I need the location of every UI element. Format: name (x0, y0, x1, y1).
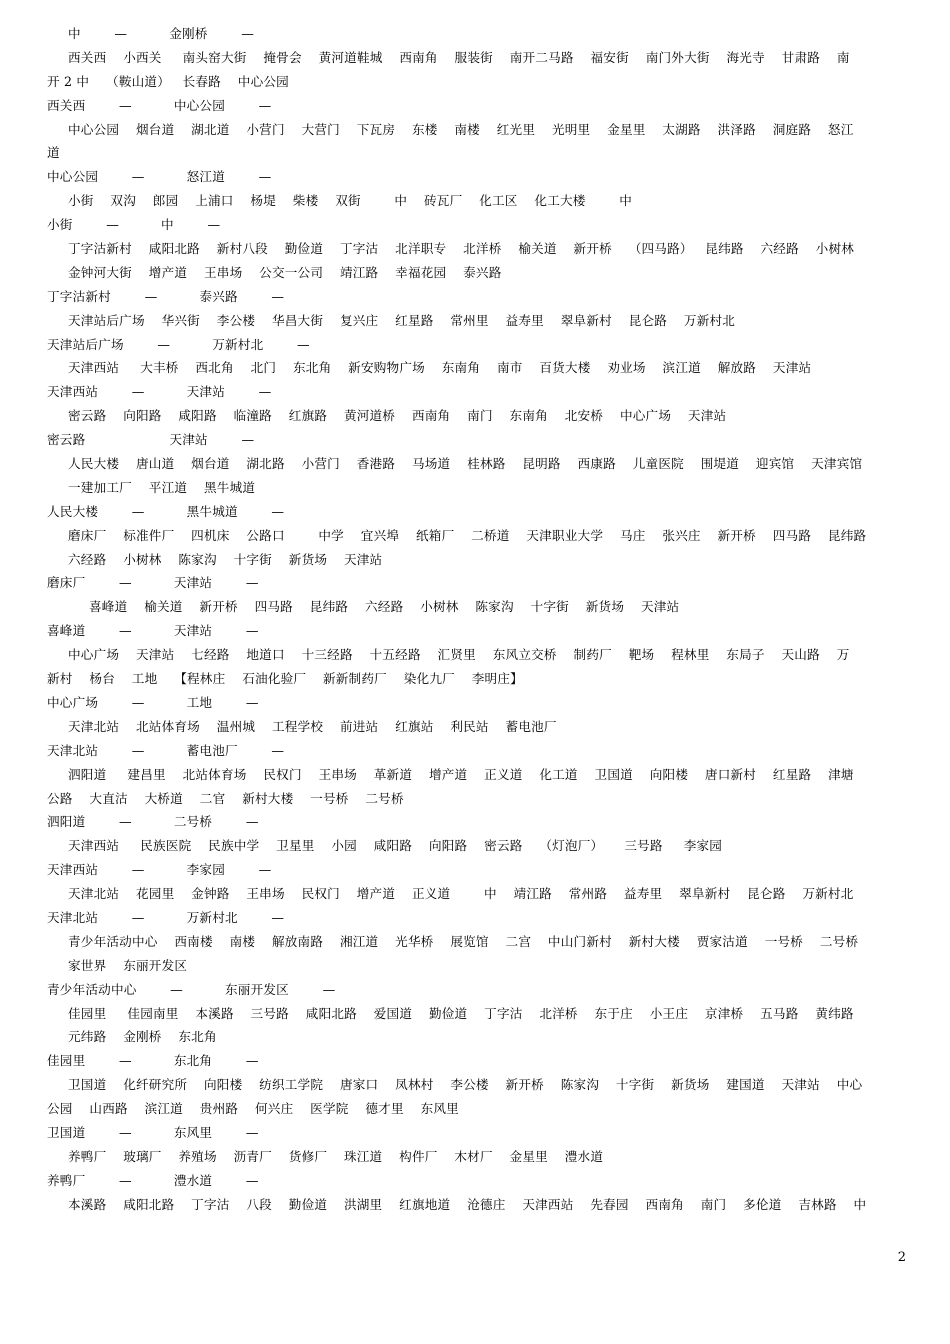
text-line: 天津西站 — 李家园 — (47, 862, 272, 878)
text-line: 卫国道 化纤研究所 向阳楼 纺织工学院 唐家口 凤林村 李公楼 新开桥 陈家沟 十字街 新货场 建国道 天津站 中心 (68, 1077, 863, 1093)
text-line: 天津北站 — 蓄电池厂 — (47, 742, 285, 758)
text-line: 人民大楼 唐山道 烟台道 湖北路 小营门 香港路 马场道 桂林路 昆明路 西康路 儿童医院 围堤道 迎宾馆 天津宾馆 (68, 456, 863, 472)
text-line: 青少年活动中心 — 东丽开发区 — (47, 981, 336, 997)
text-line: 天津西站 民族医院 民族中学 卫星里 小园 咸阳路 向阳路 密云路 （灯泡厂） 三号路 李家园 (68, 838, 723, 854)
page-number: 2 (897, 1250, 906, 1265)
text-line: 西关西 小西关 南头窑大街 掩骨会 黄河道鞋城 西南角 服装街 南开二马路 福安街 南门外大街 海光寺 甘肃路 南 (68, 49, 850, 65)
text-line: 密云路 天津站 — (47, 432, 255, 448)
text-line: 元纬路 金刚桥 东北角 (68, 1029, 217, 1045)
text-line: 天津站后广场 华兴街 李公楼 华昌大街 复兴庄 红星路 常州里 益寿里 翠阜新村 昆仑路 万新村北 (68, 312, 736, 328)
text-line: 一建加工厂 平江道 黑牛城道 (68, 479, 256, 495)
text-line: 西关西 — 中心公园 — (47, 97, 272, 113)
text-line: 本溪路 咸阳北路 丁字沽 八段 勤俭道 洪湖里 红旗地道 沧德庄 天津西站 先春园 西南角 南门 多伦道 吉林路 中 (68, 1196, 867, 1212)
text-line: 中心公园 烟台道 湖北道 小营门 大营门 下瓦房 东楼 南楼 红光里 光明里 金星里 太湖路 洪泽路 洞庭路 怒江 (68, 121, 854, 137)
text-line: 卫国道 — 东风里 — (47, 1124, 259, 1140)
text-line: 磨床厂 标准件厂 四机床 公路口 中学 宜兴埠 纸箱厂 二桥道 天津职业大学 马庄 张兴庄 新开桥 四马路 昆纬路 (68, 527, 867, 543)
text-line: 养鸭厂 — 澧水道 — (47, 1172, 259, 1188)
text-line: 公园 山西路 滨江道 贵州路 何兴庄 医学院 德才里 东风里 (47, 1101, 459, 1117)
text-line: 新村 杨台 工地 【程林庄 石油化验厂 新新制药厂 染化九厂 李明庄】 (47, 671, 523, 687)
text-line: 中心广场 — 工地 — (47, 694, 259, 710)
text-line: 天津站后广场 — 万新村北 — (47, 336, 310, 352)
text-line: 天津西站 大丰桥 西北角 北门 东北角 新安购物广场 东南角 南市 百货大楼 劝业场 滨江道 解放路 天津站 (68, 360, 812, 376)
text-line: 天津西站 — 天津站 — (47, 384, 272, 400)
text-line: 中心公园 — 怒江道 — (47, 169, 272, 185)
text-line: 天津北站 — 万新村北 — (47, 909, 285, 925)
text-line: 泗阳道 建昌里 北站体育场 民权门 王串场 革新道 增产道 正义道 化工道 卫国道 向阳楼 唐口新村 红星路 津塘 (68, 766, 854, 782)
text-line: 小街 双沟 郎园 上浦口 杨堤 柴楼 双街 中 砖瓦厂 化工区 化工大楼 中 (68, 193, 632, 209)
text-line: 金钟河大街 增产道 王串场 公交一公司 靖江路 幸福花园 泰兴路 (68, 264, 502, 280)
text-line: 青少年活动中心 西南楼 南楼 解放南路 湘江道 光华桥 展览馆 二宫 中山门新村 新村大楼 贾家沽道 一号桥 二号桥 (68, 933, 859, 949)
text-line: 公路 大直沽 大桥道 二官 新村大楼 一号桥 二号桥 (47, 790, 404, 806)
text-line: 人民大楼 — 黑牛城道 — (47, 503, 285, 519)
text-line: 磨床厂 — 天津站 — (47, 575, 259, 591)
text-line: 养鸭厂 玻璃厂 养殖场 沥青厂 货修厂 珠江道 构件厂 木材厂 金星里 澧水道 (68, 1148, 604, 1164)
text-line: 佳园里 佳园南里 本溪路 三号路 咸阳北路 爱国道 勤俭道 丁字沽 北洋桥 东于庄 小王庄 京津桥 五马路 黄纬路 (68, 1005, 854, 1021)
text-line: 天津北站 北站体育场 温州城 工程学校 前进站 红旗站 利民站 蓄电池厂 (68, 718, 557, 734)
text-line: 丁字沽新村 — 泰兴路 — (47, 288, 285, 304)
text-line: 六经路 小树林 陈家沟 十字街 新货场 天津站 (68, 551, 383, 567)
text-line: 家世界 东丽开发区 (68, 957, 188, 973)
text-line: 开 2 中 （鞍山道） 长春路 中心公园 (47, 73, 289, 89)
text-line: 喜峰道 — 天津站 — (47, 623, 259, 639)
text-line: 小街 — 中 — (47, 217, 221, 233)
text-line: 密云路 向阳路 咸阳路 临潼路 红旗路 黄河道桥 西南角 南门 东南角 北安桥 中心广场 天津站 (68, 408, 727, 424)
text-line: 丁字沽新村 咸阳北路 新村八段 勤俭道 丁字沽 北洋职专 北洋桥 榆关道 新开桥 （四马路） 昆纬路 六经路 小树林 (68, 241, 855, 257)
text-line: 中 — 金刚桥 — (68, 26, 255, 41)
text-line: 天津北站 花园里 金钟路 王串场 民权门 增产道 正义道 中 靖江路 常州路 益寿里 翠阜新村 昆仑路 万新村北 (68, 886, 854, 902)
text-line: 中心广场 天津站 七经路 地道口 十三经路 十五经路 汇贤里 东风立交桥 制药厂 靶场 程林里 东局子 天山路 万 (68, 647, 850, 663)
text-line: 喜峰道 榆关道 新开桥 四马路 昆纬路 六经路 小树林 陈家沟 十字街 新货场 天津站 (68, 599, 680, 615)
text-line: 佳园里 — 东北角 — (47, 1053, 259, 1069)
text-line: 道 (47, 145, 60, 161)
document-body (47, 22, 905, 1217)
text-line: 泗阳道 — 二号桥 — (47, 814, 259, 830)
